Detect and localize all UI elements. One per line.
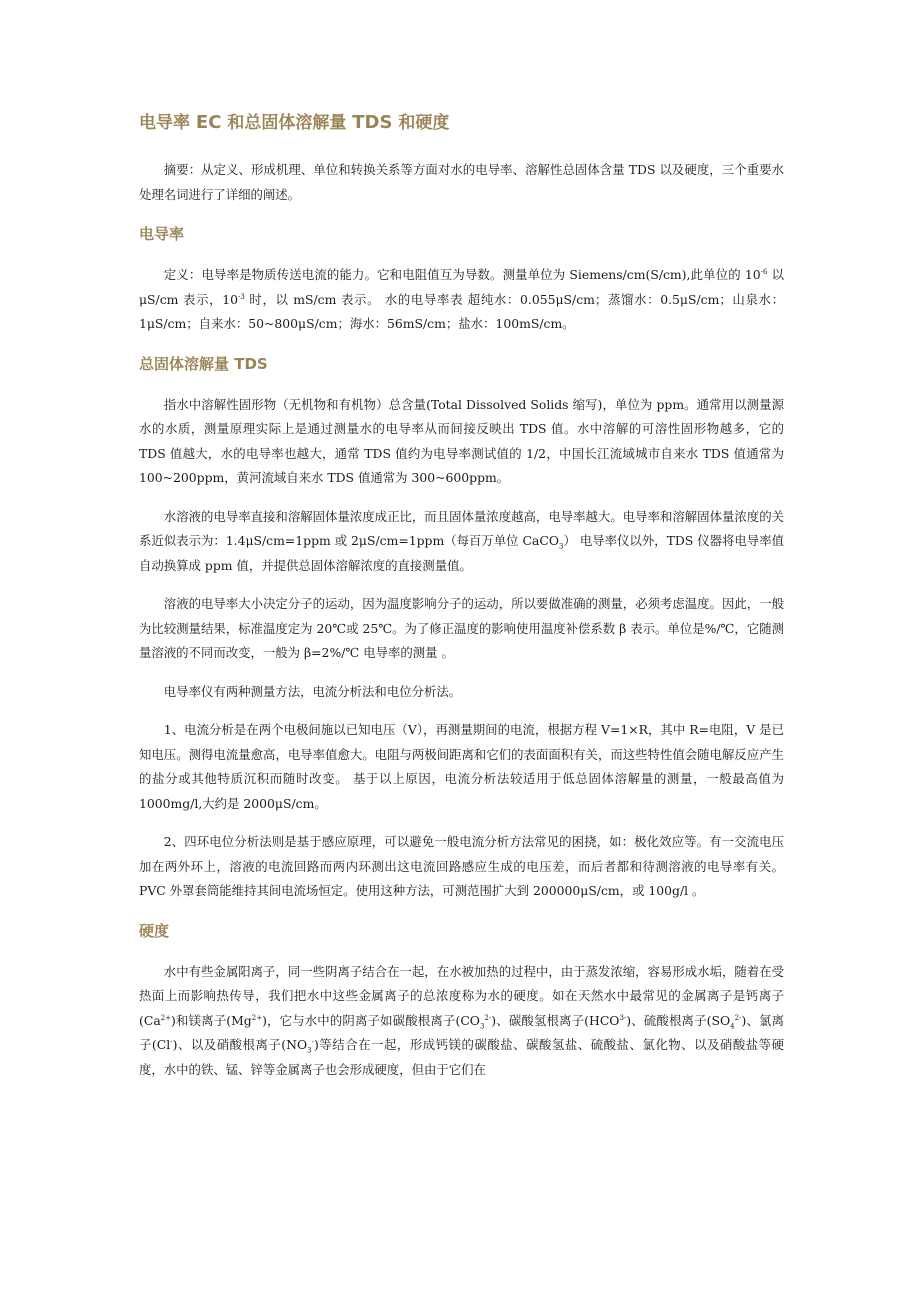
text-run: 以 μS/cm 表示，10 <box>139 267 784 307</box>
title-segment: 和总固体溶解量 <box>227 113 347 133</box>
superscript: - <box>311 1037 314 1046</box>
superscript: 2- <box>734 1013 742 1022</box>
tds-paragraph-5: 1、电流分析是在两个电极间施以已知电压（V），再测量期间的电流，根据方程 V=1×R，其中 R=电阻，V 是已知电压。测得电流量愈高，电导率值愈大。电阻与两极间距离和它们的表面面积有关，而这些特性值会随电解反应产生的盐分或其他特质沉积而随时改变。 基于以上原因，电流分析法较适用于低总固体溶解量的测量，一般最高值为 1000mg/l,大约是 2000μS/cm。 <box>139 722 784 811</box>
section-heading-tds: 总固体溶解量 TDS <box>139 354 268 373</box>
text-run: )、以及硝酸根离子(NO <box>172 1037 308 1052</box>
text-run: )、氯离子(Cl <box>139 1012 784 1052</box>
subscript: 3 <box>559 542 564 551</box>
text-run: 水溶液的电导率直接和溶解固体量浓度成正比，而且固体量浓度越高，电导率越大。电导率和溶解固体量浓度的关系近似表示为：1.4μS/cm=1ppm 或 2μS/cm=1ppm（每百万单位 CaCO <box>139 508 784 548</box>
conductivity-definition-paragraph <box>139 263 784 337</box>
title-segment: TDS <box>352 112 393 133</box>
subscript: 3 <box>479 1021 485 1030</box>
subscript: 3 <box>307 1046 312 1055</box>
text-run: 定义：电导率是物质传送电流的能力。它和电阻值互为导数。测量单位为 Siemens/cm(S/cm),此单位的 10 <box>163 267 761 282</box>
text-run: 时，以 mS/cm 表示。 水的电导率表 超纯水：0.055μS/cm；蒸馏水：0.5μS/cm；山泉水：1μS/cm；自来水：50~800μS/cm；海水：56mS/cm；盐水：100mS/cm。 <box>139 291 784 331</box>
tds-paragraph-2 <box>139 505 784 579</box>
section-heading-hardness: 硬度 <box>139 921 170 940</box>
document-title <box>139 108 784 138</box>
tds-paragraph-1: 指水中溶解性固形物（无机物和有机物）总含量(Total Dissolved Solids 缩写)，单位为 ppm。通常用以测量源水的水质，测量原理实际上是通过测量水的电导率从而间接反映出 TDS 值。水中溶解的可溶性固形物越多，它的 TDS 值越大，水的电导率也越大，通常 TDS 值约为电导率测试值的 1/2，中国长江流域城市自来水 TDS 值通常为 100~200ppm，黄河流域自来水 TDS 值通常为 300~600ppm。 <box>139 396 784 485</box>
tds-paragraph-6: 2、四环电位分析法则是基于感应原理，可以避免一般电流分析方法常见的困挠，如：极化效应等。有一交流电压加在两外环上，溶液的电流回路而两内环测出这电流回路感应生成的电压差，而后者都和待测溶液的电导率有关。PVC 外罩套筒能维持其间电流场恒定。使用这种方法，可测范围扩大到 200000μS/cm，或 100g/l 。 <box>139 834 784 898</box>
text-run: )等结合在一起，形成钙镁的碳酸盐、碳酸氢盐、硫酸盐、氯化物、以及硝酸盐等硬度，水中的铁、锰、锌等金属离子也会形成硬度，但由于它们在 <box>139 1037 784 1077</box>
section-heading-conductivity: 电导率 <box>139 225 185 243</box>
subscript: 4 <box>730 1021 735 1030</box>
abstract-paragraph: 摘要：从定义、形成机理、单位和转换关系等方面对水的电导率、溶解性总固体含量 TDS 以及硬度，三个重要水处理名词进行了详细的阐述。 <box>139 162 784 202</box>
superscript: 3- <box>619 1013 627 1022</box>
tds-paragraph-4: 电导率仪有两种测量方法，电流分析法和电位分析法。 <box>163 683 462 699</box>
title-segment: 和硬度 <box>398 113 450 133</box>
superscript: -6 <box>760 267 768 276</box>
superscript: - <box>170 1037 173 1046</box>
text-run: ） 电导率仪以外，TDS 仪器将电导率值自动换算成 ppm 值，并提供总固体溶解浓度的直接测量值。 <box>139 533 784 573</box>
text-run: )、硫酸根离子(SO <box>626 1012 731 1028</box>
hardness-paragraph-1 <box>139 960 784 1083</box>
document-page <box>139 108 784 1082</box>
title-segment: 电导率 <box>139 113 190 133</box>
superscript: -3 <box>237 292 245 301</box>
title-segment: EC <box>195 112 222 133</box>
text-run: )，它与水中的阴离子如碳酸根离子(CO <box>262 1012 480 1028</box>
text-run: )和镁离子(Mg <box>171 1012 252 1028</box>
tds-paragraph-3: 溶液的电导率大小决定分子的运动，因为温度影响分子的运动，所以要做准确的测量，必须考虑温度。因此，一般为比较测量结果，标准温度定为 20℃或 25℃。为了修正温度的影响使用温度补偿系数 β 表示。单位是%/℃，它随测量溶液的不同而改变，一般为 β=2%/℃ 电导率的测量 。 <box>139 596 784 660</box>
text-run: )、碳酸氢根离子(HCO <box>491 1012 620 1028</box>
superscript: 2+ <box>251 1013 263 1022</box>
superscript: 2- <box>484 1013 492 1022</box>
text-run: 水中有些金属阳离子，同一些阴离子结合在一起，在水被加热的过程中，由于蒸发浓缩，容易形成水垢，随着在受热面上而影响热传导，我们把水中这些金属离子的总浓度称为水的硬度。如在天然水中最常见的金属离子是钙离子(Ca <box>139 963 784 1028</box>
superscript: 2+ <box>160 1013 172 1022</box>
